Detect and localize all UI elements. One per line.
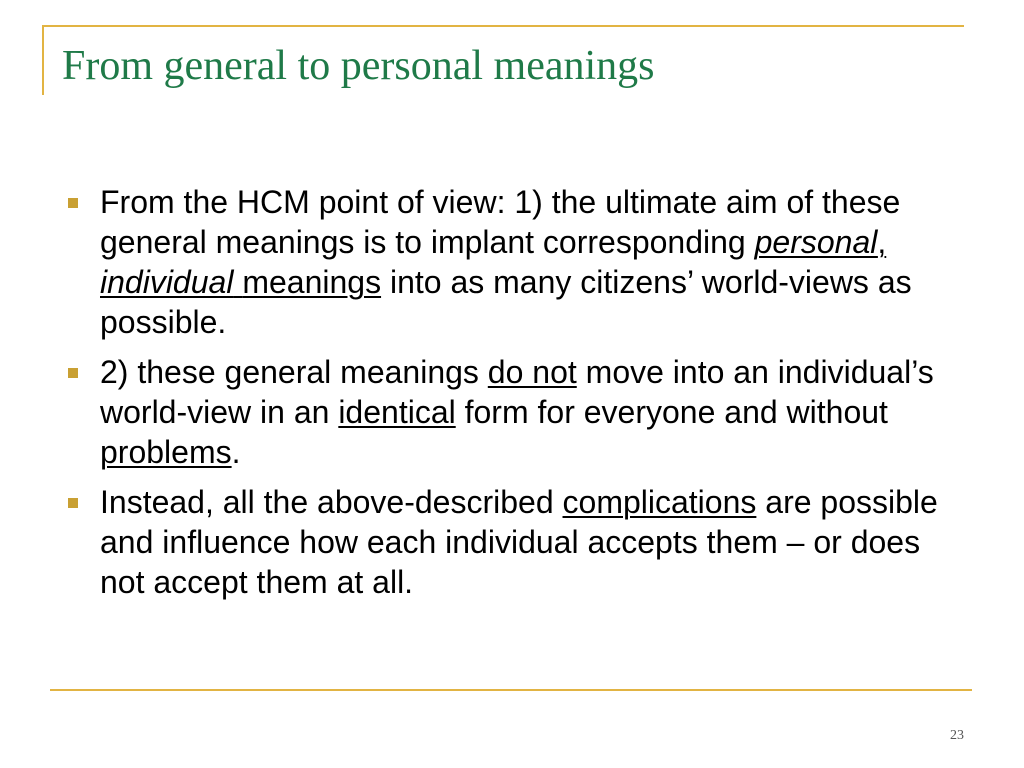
text-segment: form for everyone and without	[455, 394, 888, 430]
top-divider	[42, 25, 964, 27]
text-segment: Instead, all the above-described	[100, 484, 563, 520]
text-segment: 2) these general meanings	[100, 354, 488, 390]
square-bullet-icon	[68, 368, 78, 378]
underlined-text: identical	[338, 394, 456, 430]
text-segment: .	[231, 434, 241, 470]
bottom-divider	[50, 689, 972, 691]
underlined-text	[233, 264, 242, 300]
bullet-item-1	[60, 182, 960, 342]
underlined-text: problems	[100, 434, 232, 470]
square-bullet-icon	[68, 498, 78, 508]
underlined-text: ,	[877, 224, 887, 260]
bullet-list	[60, 182, 960, 612]
bullet-item-3	[60, 482, 960, 602]
underlined-text: meanings	[242, 264, 382, 300]
text-segment: From the HCM point of view: 1) the ultimate aim of these general meanings is to implant corresponding	[100, 184, 901, 260]
left-accent-divider	[42, 25, 44, 95]
underlined-italic-text: personal	[754, 224, 878, 260]
text-segment: into as many citizens’ world-views as possible.	[100, 264, 912, 340]
underlined-italic-text: individual	[100, 264, 234, 300]
text-segment: move into an individual’s world-view in an	[100, 354, 934, 430]
underlined-text: complications	[562, 484, 757, 520]
page-number: 23	[950, 728, 964, 743]
square-bullet-icon	[68, 198, 78, 208]
text-segment: are possible and influence how each individual accepts them – or does not accept them at all.	[100, 484, 938, 600]
bullet-item-2	[60, 352, 960, 472]
underlined-text: do not	[487, 354, 577, 390]
slide-title: From general to personal meanings	[62, 43, 655, 89]
